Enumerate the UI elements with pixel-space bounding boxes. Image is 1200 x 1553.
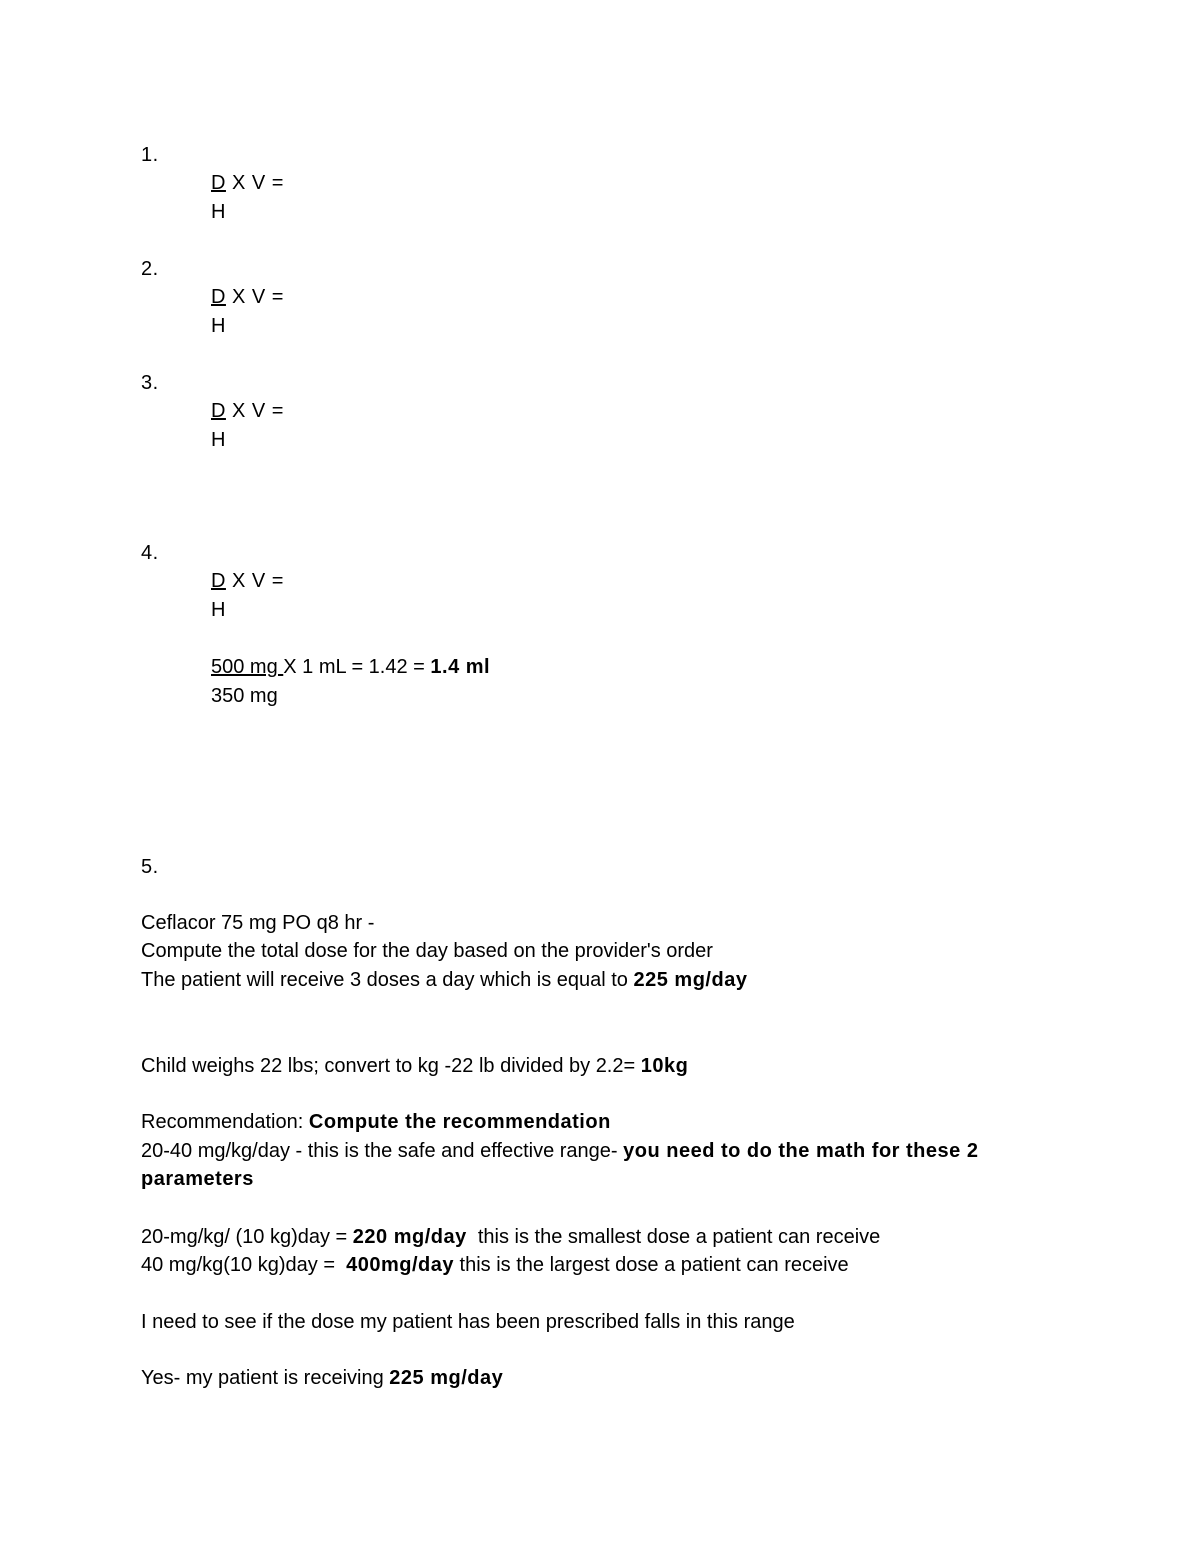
formula-numerator-line <box>211 569 284 593</box>
min-dose-note: this is the smallest dose a patient can receive <box>466 1226 881 1248</box>
formula-operator: X V = <box>225 570 284 592</box>
formula-operator: X V = <box>225 286 284 308</box>
formula-operator: X V = <box>225 172 284 194</box>
medication-order: Ceflacor 75 mg PO q8 hr - <box>141 912 375 934</box>
formula-numerator-line <box>211 399 284 423</box>
max-dose-formula: 40 mg/kg(10 kg)day = <box>141 1254 347 1276</box>
calculation-numerator: 500 mg <box>211 656 284 678</box>
formula-denominator: H <box>211 429 226 451</box>
problem-number: 1. <box>141 144 159 166</box>
min-dose-formula: 20-mg/kg/ (10 kg)day = <box>141 1226 353 1248</box>
problem-number: 3. <box>141 372 159 394</box>
calculation-result: 1.4 ml <box>430 656 491 678</box>
instruction-text: Compute the total dose for the day based on the provider's order <box>141 940 713 962</box>
recommendation-instruction: Compute the recommendation <box>308 1111 611 1133</box>
min-dose-value: 220 mg/day <box>352 1226 467 1248</box>
range-line <box>141 1139 978 1163</box>
answer-text: Yes- my patient is receiving <box>141 1367 390 1389</box>
formula-dose-label: D <box>211 172 226 194</box>
range-check-text: I need to see if the dose my patient has been prescribed falls in this range <box>141 1311 795 1333</box>
answer-line <box>141 1366 503 1390</box>
formula-numerator-line <box>211 171 284 195</box>
range-instruction-continued: parameters <box>141 1168 254 1190</box>
daily-dose-text: The patient will receive 3 doses a day which is equal to <box>141 969 634 991</box>
calculation-line <box>211 655 490 679</box>
formula-dose-label: D <box>211 570 226 592</box>
problem-number: 5. <box>141 856 159 878</box>
range-text: 20-40 mg/kg/day - this is the safe and effective range- <box>141 1140 624 1162</box>
problem-number: 4. <box>141 542 159 564</box>
max-dose-line <box>141 1253 849 1277</box>
formula-dose-label: D <box>211 400 226 422</box>
daily-dose-value: 225 mg/day <box>633 969 748 991</box>
formula-numerator-line <box>211 285 284 309</box>
formula-denominator: H <box>211 201 226 223</box>
weight-conversion-text: Child weighs 22 lbs; convert to kg -22 lb divided by 2.2= <box>141 1055 641 1077</box>
recommendation-label: Recommendation: <box>141 1111 309 1133</box>
daily-dose-line <box>141 968 747 992</box>
answer-value: 225 mg/day <box>389 1367 504 1389</box>
formula-denominator: H <box>211 599 226 621</box>
problem-number: 2. <box>141 258 159 280</box>
formula-dose-label: D <box>211 286 226 308</box>
calculation-denominator: 350 mg <box>211 685 278 707</box>
max-dose-note: this is the largest dose a patient can receive <box>454 1254 849 1276</box>
weight-conversion-line <box>141 1054 688 1078</box>
range-instruction: you need to do the math for these 2 <box>623 1140 979 1162</box>
formula-denominator: H <box>211 315 226 337</box>
recommendation-line <box>141 1110 611 1134</box>
max-dose-value: 400mg/day <box>346 1254 454 1276</box>
weight-value: 10kg <box>640 1055 689 1077</box>
formula-operator: X V = <box>225 400 284 422</box>
min-dose-line <box>141 1225 880 1249</box>
calculation-expression: X 1 mL = 1.42 = <box>283 656 431 678</box>
